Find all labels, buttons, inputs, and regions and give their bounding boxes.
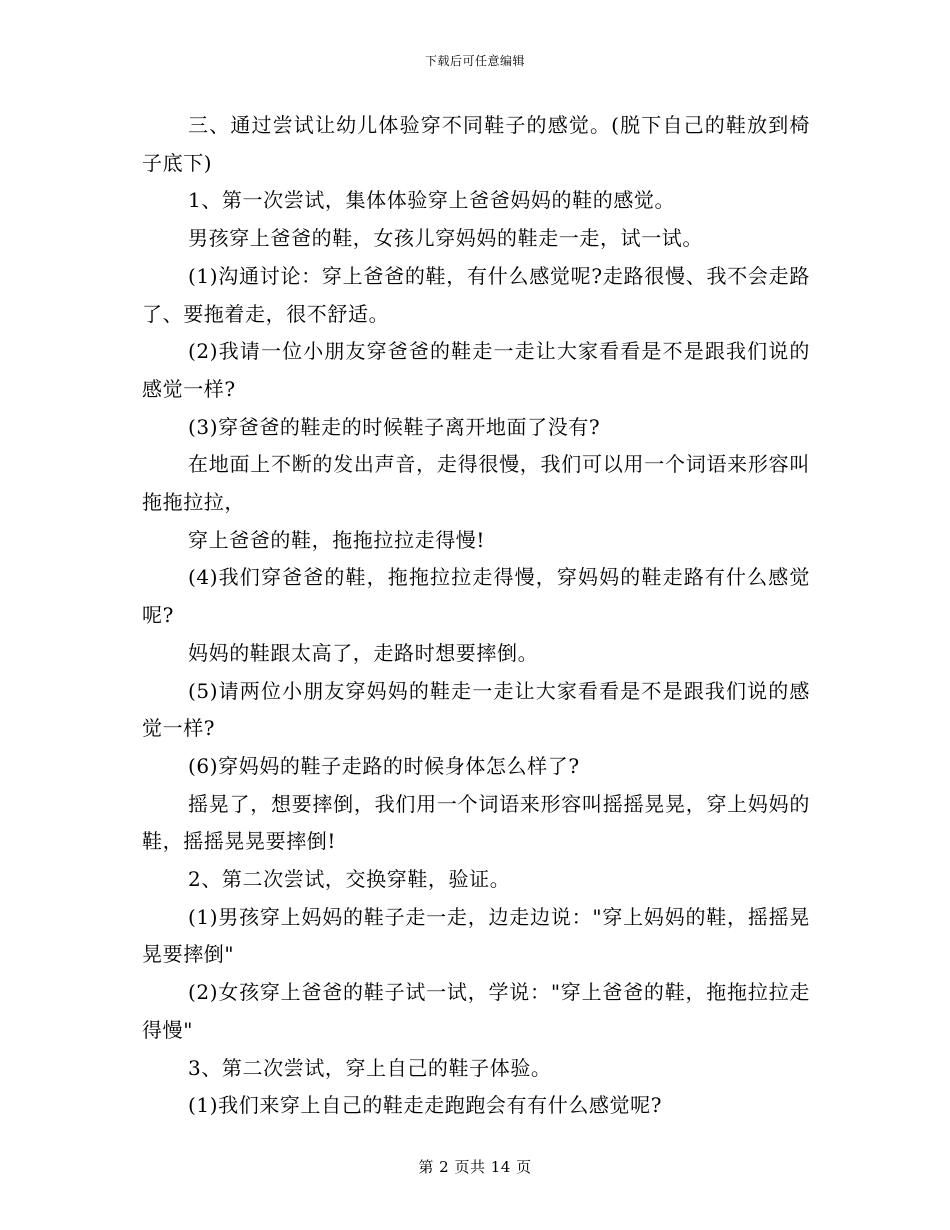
paragraph-step-3: 3、第二次尝试，穿上自己的鞋子体验。 <box>188 1055 552 1080</box>
paragraph-item-1: (1)我们来穿上自己的鞋走走跑跑会有有什么感觉呢? <box>188 1093 663 1118</box>
paragraph: 妈妈的鞋跟太高了，走路时想要摔倒。 <box>188 640 539 665</box>
paragraph-item-2: (2)女孩穿上爸爸的鞋子试一试，学说："穿上爸爸的鞋，拖拖拉拉走得慢" <box>142 980 810 1042</box>
document-body <box>142 107 810 1125</box>
paragraph-item-1: (1)沟通讨论：穿上爸爸的鞋，有什么感觉呢?走路很慢、我不会走路了、要拖着走，很不舒适。 <box>142 263 810 326</box>
paragraph-step-1: 1、第一次尝试，集体体验穿上爸爸妈妈的鞋的感觉。 <box>188 188 676 213</box>
paragraph-section-three: 三、通过尝试让幼儿体验穿不同鞋子的感觉。(脱下自己的鞋放到椅子底下) <box>142 113 810 175</box>
paragraph-item-2: (2)我请一位小朋友穿爸爸的鞋走一走让大家看看是不是跟我们说的感觉一样? <box>142 339 810 401</box>
paragraph: 摇晃了，想要摔倒，我们用一个词语来形容叫摇摇晃晃，穿上妈妈的鞋，摇摇晃晃要摔倒! <box>142 791 810 854</box>
paragraph: 在地面上不断的发出声音，走得很慢，我们可以用一个词语来形容叫拖拖拉拉， <box>142 452 810 515</box>
page-footer: 第 2 页共 14 页 <box>418 1158 532 1176</box>
paragraph-item-5: (5)请两位小朋友穿妈妈的鞋走一走让大家看看是不是跟我们说的感觉一样? <box>142 678 810 741</box>
paragraph: 穿上爸爸的鞋，拖拖拉拉走得慢! <box>188 527 486 552</box>
paragraph-item-3: (3)穿爸爸的鞋走的时候鞋子离开地面了没有? <box>188 414 601 439</box>
paragraph-item-6: (6)穿妈妈的鞋子走路的时候身体怎么样了? <box>188 753 580 778</box>
paragraph-item-1: (1)男孩穿上妈妈的鞋子走一走，边走边说："穿上妈妈的鞋，摇摇晃晃要摔倒" <box>142 904 810 967</box>
page-header: 下载后可任意编辑 <box>424 54 525 68</box>
paragraph-step-2: 2、第二次尝试，交换穿鞋，验证。 <box>188 867 511 892</box>
paragraph: 男孩穿上爸爸的鞋，女孩儿穿妈妈的鞋走一走，试一试。 <box>188 226 703 251</box>
paragraph-item-4: (4)我们穿爸爸的鞋，拖拖拉拉走得慢，穿妈妈的鞋走路有什么感觉呢? <box>142 565 810 628</box>
